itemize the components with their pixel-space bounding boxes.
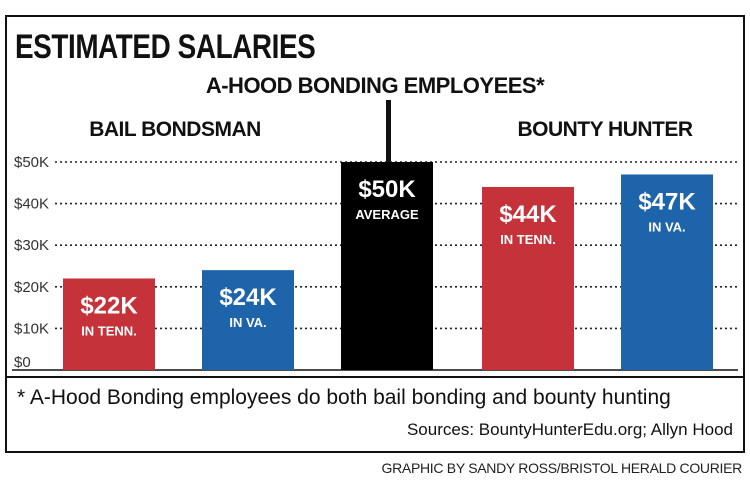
y-tick-label: $0 [14, 354, 31, 371]
y-tick-label: $30K [14, 237, 50, 255]
y-tick-label: $20K [14, 278, 50, 296]
group-label-bail-bondsman: BAIL BONDSMAN [89, 118, 261, 141]
sources-note: Sources: BountyHunterEdu.org; Allyn Hood [406, 420, 733, 439]
y-tick-label: $10K [14, 320, 50, 338]
bar-value-label: $47K [638, 188, 696, 216]
bar-sub-label: IN VA. [648, 219, 686, 235]
bar-sub-label: IN TENN. [81, 323, 137, 339]
footnote: * A-Hood Bonding employees do both bail bonding and bounty hunting [17, 386, 671, 409]
bar-value-label: $22K [80, 292, 138, 320]
y-tick-label: $50K [14, 154, 50, 171]
bar-value-label: $44K [499, 200, 557, 228]
y-tick-label: $40K [14, 195, 50, 213]
bar-value-label: $50K [358, 176, 416, 203]
bar-sub-label: IN VA. [229, 315, 267, 331]
group-label-bounty-hunter: BOUNTY HUNTER [517, 118, 693, 141]
bar-sub-label: AVERAGE [355, 207, 419, 222]
chart-title: ESTIMATED SALARIES [15, 28, 316, 66]
graphic-credit: GRAPHIC BY SANDY ROSS/BRISTOL HERALD COURIER [381, 460, 742, 476]
bar-value-label: $24K [219, 284, 277, 312]
divider-line [5, 376, 745, 378]
bar-sub-label: IN TENN. [500, 231, 556, 247]
chart-subtitle: A-HOOD BONDING EMPLOYEES* [205, 73, 545, 98]
